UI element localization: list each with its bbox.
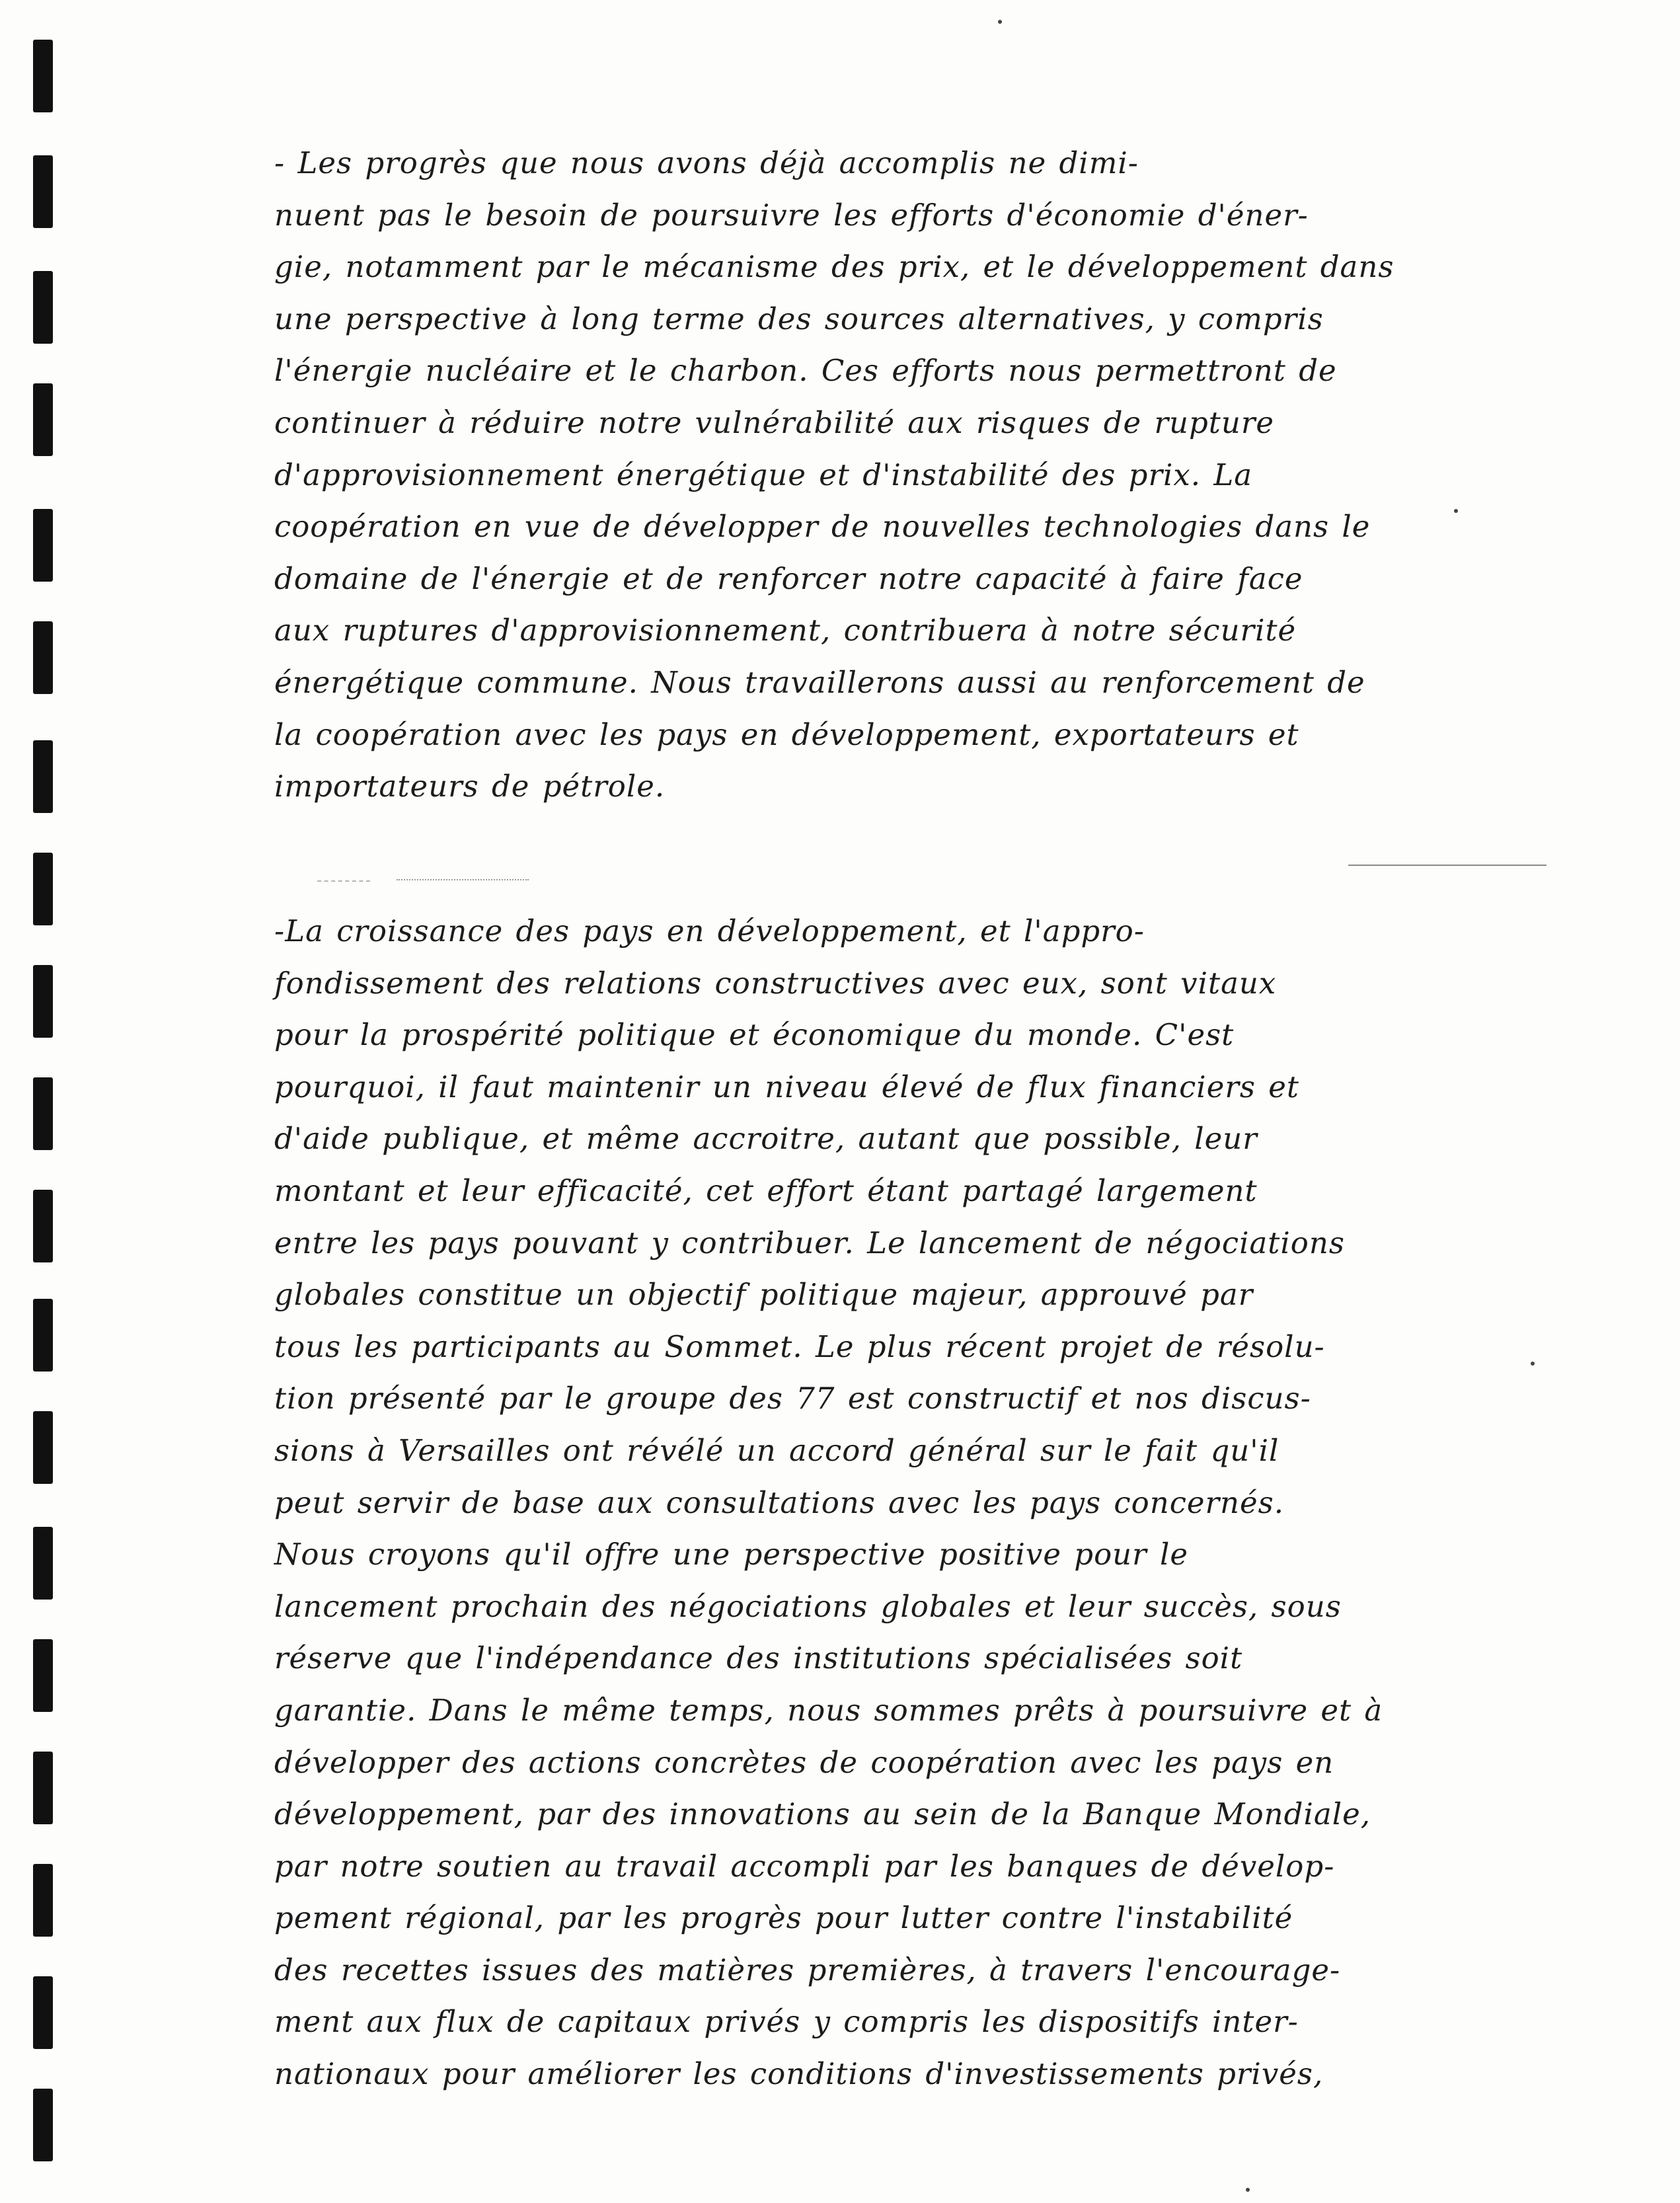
text-line: d'aide publique, et même accroitre, autant que possible, leur xyxy=(274,1121,1258,1157)
text-line: des recettes issues des matières premières, à travers l'encourage- xyxy=(274,1952,1341,1988)
text-line: la coopération avec les pays en développement, exportateurs et xyxy=(274,716,1299,752)
text-line: pour la prospérité politique et économique du monde. C'est xyxy=(274,1017,1235,1053)
text-line: nuent pas le besoin de poursuivre les efforts d'économie d'éner- xyxy=(274,197,1309,233)
binding-mark xyxy=(33,2089,53,2161)
binding-mark xyxy=(33,155,53,228)
text-line: Nous croyons qu'il offre une perspective positive pour le xyxy=(274,1537,1188,1572)
text-line: par notre soutien au travail accompli par les banques de dévelop- xyxy=(274,1848,1335,1884)
text-line: développer des actions concrètes de coopération avec les pays en xyxy=(274,1744,1334,1780)
text-line: coopération en vue de développer de nouvelles technologies dans le xyxy=(274,509,1371,545)
binding-mark xyxy=(33,40,53,112)
binding-mark xyxy=(33,853,53,925)
separator-line xyxy=(397,879,529,880)
binding-mark xyxy=(33,1639,53,1712)
text-line: d'approvisionnement énergétique et d'instabilité des prix. La xyxy=(274,457,1253,492)
text-line: domaine de l'énergie et de renforcer notre capacité à faire face xyxy=(274,560,1303,596)
paragraph-energy xyxy=(274,137,1437,813)
binding-marks xyxy=(33,40,54,2175)
binding-mark xyxy=(33,1299,53,1372)
text-line: aux ruptures d'approvisionnement, contribuera à notre sécurité xyxy=(274,613,1297,648)
paragraph-development xyxy=(274,906,1437,2101)
text-line: lancement prochain des négociations globales et leur succès, sous xyxy=(274,1588,1342,1624)
text-line: tion présenté par le groupe des 77 est constructif et nos discus- xyxy=(274,1381,1311,1416)
binding-mark xyxy=(33,621,53,694)
binding-mark xyxy=(33,1527,53,1600)
text-line: - Les progrès que nous avons déjà accomplis ne dimi- xyxy=(274,145,1139,180)
binding-mark xyxy=(33,509,53,582)
text-line: pourquoi, il faut maintenir un niveau élevé de flux financiers et xyxy=(274,1069,1299,1104)
text-line: entre les pays pouvant y contribuer. Le lancement de négociations xyxy=(274,1225,1345,1260)
text-line: nationaux pour améliorer les conditions d'investissements privés, xyxy=(274,2056,1324,2092)
text-line: garantie. Dans le même temps, nous sommes prêts à poursuivre et à xyxy=(274,1692,1383,1728)
text-line: sions à Versailles ont révélé un accord général sur le fait qu'il xyxy=(274,1432,1279,1468)
separator-line xyxy=(317,880,370,882)
binding-mark xyxy=(33,1752,53,1824)
text-line: importateurs de pétrole. xyxy=(274,769,666,804)
text-line: continuer à réduire notre vulnérabilité aux risques de rupture xyxy=(274,405,1274,440)
binding-mark xyxy=(33,383,53,456)
binding-mark xyxy=(33,740,53,813)
text-line: globales constitue un objectif politique majeur, approuvé par xyxy=(274,1277,1254,1313)
text-line: -La croissance des pays en développement, et l'appro- xyxy=(274,913,1145,948)
scan-speck xyxy=(998,20,1002,24)
text-line: pement régional, par les progrès pour lutter contre l'instabilité xyxy=(274,1900,1293,1936)
text-line: développement, par des innovations au sein de la Banque Mondiale, xyxy=(274,1797,1371,1832)
text-line: l'énergie nucléaire et le charbon. Ces efforts nous permettront de xyxy=(274,353,1337,389)
scan-speck xyxy=(1246,2188,1250,2192)
binding-mark xyxy=(33,1190,53,1262)
binding-mark xyxy=(33,1864,53,1937)
text-line: fondissement des relations constructives avec eux, sont vitaux xyxy=(274,965,1277,1001)
binding-mark xyxy=(33,965,53,1038)
text-line: montant et leur efficacité, cet effort étant partagé largement xyxy=(274,1173,1258,1208)
text-line: gie, notamment par le mécanisme des prix, et le développement dans xyxy=(274,249,1394,285)
text-line: énergétique commune. Nous travaillerons aussi au renforcement de xyxy=(274,664,1365,700)
binding-mark xyxy=(33,271,53,344)
separator-line xyxy=(1348,865,1546,866)
binding-mark xyxy=(33,1976,53,2049)
text-line: tous les participants au Sommet. Le plus récent projet de résolu- xyxy=(274,1329,1325,1364)
scan-speck xyxy=(1454,509,1458,513)
scan-speck xyxy=(1531,1362,1535,1366)
text-line: peut servir de base aux consultations avec les pays concernés. xyxy=(274,1485,1285,1520)
text-line: une perspective à long terme des sources alternatives, y compris xyxy=(274,301,1324,336)
binding-mark xyxy=(33,1077,53,1150)
text-line: ment aux flux de capitaux privés y compris les dispositifs inter- xyxy=(274,2004,1299,2040)
text-line: réserve que l'indépendance des institutions spécialisées soit xyxy=(274,1641,1243,1676)
binding-mark xyxy=(33,1411,53,1484)
